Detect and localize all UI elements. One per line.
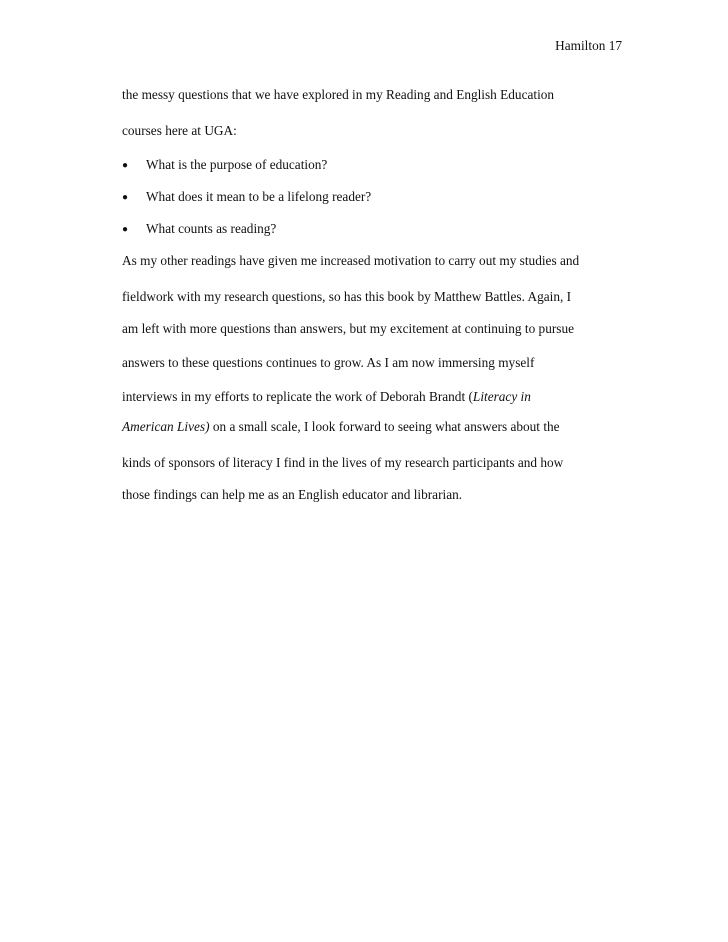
citation-title-part-2: American Lives) (122, 419, 210, 434)
bullet-icon: ● (122, 224, 129, 235)
intro-line-1: the messy questions that we have explored in my Reading and English Education (122, 87, 555, 102)
bullet-icon: ● (122, 192, 129, 203)
intro-line-2: courses here at UGA: (122, 123, 237, 138)
bullet-item-1 (122, 156, 327, 175)
body-line-6-text: on a small scale, I look forward to seeing what answers about the (209, 419, 560, 434)
body-line-3: am left with more questions than answers, but my excitement at continuing to pursue (122, 321, 574, 336)
body-line-6 (122, 418, 560, 436)
body-line-2: fieldwork with my research questions, so has this book by Matthew Battles. Again, I (122, 289, 572, 304)
body-line-7: kinds of sponsors of literacy I find in the lives of my research participants and how (122, 455, 564, 470)
body-line-5-text: interviews in my efforts to replicate the work of Deborah Brandt ( (122, 389, 473, 404)
bullet-icon: ● (122, 160, 129, 171)
bullet-item-2 (122, 188, 371, 207)
bullet-text: What counts as reading? (146, 221, 277, 236)
bullet-text: What does it mean to be a lifelong reader? (146, 189, 372, 204)
body-line-4: answers to these questions continues to grow. As I am now immersing myself (122, 355, 535, 370)
body-line-5 (122, 388, 531, 406)
bullet-item-3 (122, 220, 276, 239)
running-head: Hamilton 17 (555, 38, 622, 53)
body-line-1: As my other readings have given me increased motivation to carry out my studies and (122, 253, 580, 268)
body-line-8: those findings can help me as an English educator and librarian. (122, 487, 463, 502)
bullet-text: What is the purpose of education? (146, 157, 328, 172)
citation-title-part-1: Literacy in (472, 389, 531, 404)
